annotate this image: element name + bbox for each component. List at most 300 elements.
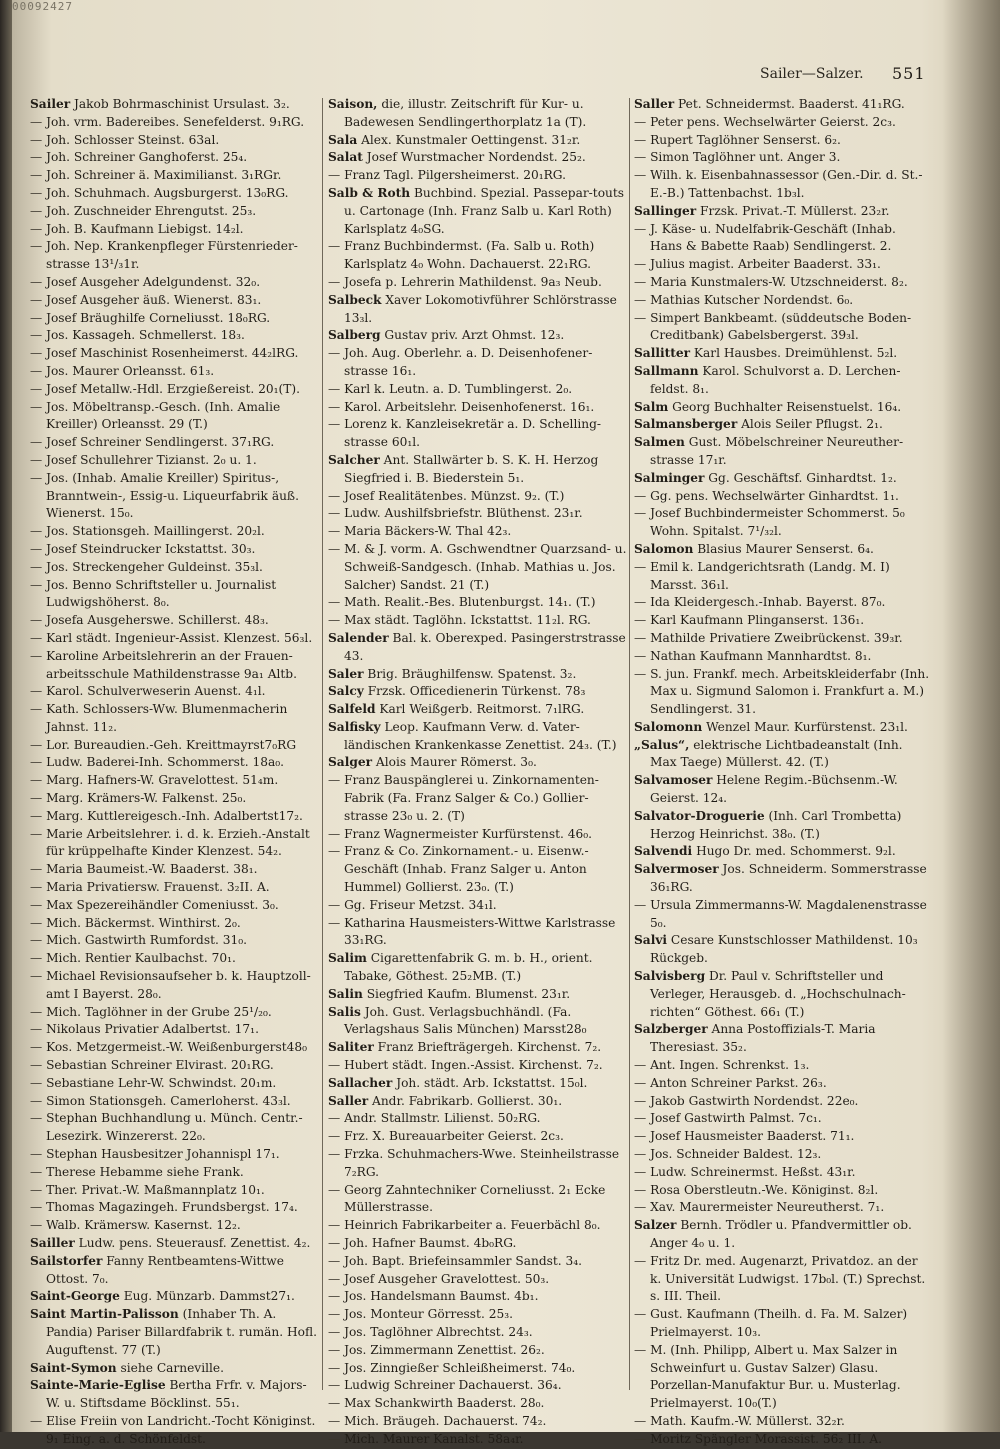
- ditto-dash: —: [328, 1324, 345, 1339]
- entry-text: Mich. Gastwirth Rumfordst. 31₀.: [46, 933, 248, 948]
- ditto-dash: —: [328, 773, 345, 788]
- entry-text: (Inhaber Th. A. Pandia) Pariser Billardfabrik t. rumän. Hofl. Auguftenst. 77 (T.): [46, 1307, 317, 1357]
- entry-text: Frzka. Schuhmachers-Wwe. Steinheilstrasse 7₂RG.: [344, 1147, 620, 1179]
- directory-entry: [30, 1110, 320, 1146]
- directory-entry: [328, 167, 628, 185]
- entry-text: Ant. Ingen. Schrenkst. 1₃.: [650, 1058, 810, 1073]
- directory-entry: [328, 1395, 628, 1413]
- ditto-dash: —: [30, 630, 47, 645]
- entry-text: Josef Schreiner Sendlingerst. 37₁RG.: [46, 435, 275, 450]
- entry-text: Andr. Fabrikarb. Gollierst. 30₁.: [372, 1093, 563, 1108]
- directory-entry: [328, 915, 628, 951]
- entry-text: Josef Schullehrer Tizianst. 2₀ u. 1.: [46, 452, 257, 467]
- ditto-dash: —: [328, 1182, 345, 1197]
- directory-entry: [30, 915, 320, 933]
- ditto-dash: —: [328, 595, 345, 610]
- entry-text: Maria Kunstmalers-W. Utzschneiderst. 8₂.: [650, 274, 908, 289]
- entry-surname: Salcy: [328, 684, 364, 699]
- entry-text: Karl städt. Ingenieur-Assist. Klenzest. 56₃l.: [46, 630, 313, 645]
- entry-text: Josef Steindrucker Ickstattst. 30₃.: [46, 541, 256, 556]
- directory-entry: [30, 381, 320, 399]
- ditto-dash: —: [30, 363, 47, 378]
- entry-text: Karl Weißgerb. Reitmorst. 7₁lRG.: [379, 702, 585, 717]
- entry-surname: Salberg: [328, 328, 381, 343]
- ditto-dash: —: [30, 310, 47, 325]
- directory-entry: [328, 541, 628, 594]
- entry-surname: Saler: [328, 666, 364, 681]
- directory-entry: [328, 292, 628, 328]
- entry-surname: Salvator-Droguerie: [634, 808, 765, 823]
- ditto-dash: —: [30, 328, 47, 343]
- entry-text: Mich. Bäckermst. Winthirst. 2₀.: [46, 915, 241, 930]
- directory-entry: [328, 897, 628, 915]
- entry-text: Emil k. Landgerichtsrath (Landg. M. I) Marsst. 36₁l.: [650, 559, 890, 592]
- entry-text: Hubert städt. Ingen.-Assist. Kirchenst. 7₂.: [344, 1058, 603, 1073]
- directory-entry: [634, 416, 930, 434]
- entry-text: Josef Buchbindermeister Schommerst. 5₀ Wohn. Spitalst. 7¹/₃₂l.: [650, 506, 905, 539]
- entry-text: Marg. Kuttlereigesch.-Inh. Adalbertst17₂.: [46, 808, 303, 823]
- directory-entry: [328, 1128, 628, 1146]
- directory-entry: [328, 1182, 628, 1218]
- directory-entry: [634, 114, 930, 132]
- directory-entry: [30, 1021, 320, 1039]
- entry-text: Ida Kleidergesch.-Inhab. Bayerst. 87₀.: [650, 595, 886, 610]
- ditto-dash: —: [634, 274, 651, 289]
- ditto-dash: —: [30, 1164, 47, 1179]
- entry-surname: Saint-George: [30, 1289, 120, 1304]
- ditto-dash: —: [328, 897, 345, 912]
- directory-entry: [30, 1306, 320, 1359]
- directory-entry: [328, 630, 628, 666]
- entry-text: Buchbind. Spezial. Passepar-touts u. Cartonage (Inh. Franz Salb u. Karl Roth) Karlsplatz 4₀SG.: [344, 185, 625, 236]
- entry-text: Jos. Taglöhner Albrechtst. 24₃.: [344, 1324, 533, 1339]
- ditto-dash: —: [30, 168, 47, 183]
- entry-surname: Salat: [328, 150, 363, 165]
- ditto-dash: —: [30, 684, 47, 699]
- entry-text: Jos. Maurer Orleansst. 61₃.: [46, 363, 215, 378]
- directory-entry: [328, 96, 628, 132]
- entry-text: Jakob Gastwirth Nordendst. 22e₀.: [650, 1093, 859, 1108]
- entry-text: Pet. Schneidermst. Baaderst. 41₁RG.: [678, 97, 905, 111]
- directory-entry: [634, 221, 930, 257]
- ditto-dash: —: [30, 559, 47, 574]
- ditto-dash: —: [634, 630, 651, 645]
- ditto-dash: —: [30, 274, 47, 289]
- directory-entry: [634, 1413, 930, 1431]
- directory-entry: [328, 826, 628, 844]
- entry-text: Josef Realitätenbes. Münzst. 9₂. (T.): [344, 488, 565, 503]
- entry-text: Josefa p. Lehrerin Mathildenst. 9a₃ Neub.: [344, 274, 602, 289]
- ditto-dash: —: [634, 257, 651, 272]
- directory-entry: [30, 1004, 320, 1022]
- entry-text: Julius magist. Arbeiter Baaderst. 33₁.: [650, 257, 881, 272]
- entry-surname: Salbeck: [328, 292, 382, 307]
- ditto-dash: —: [328, 1289, 345, 1304]
- ditto-dash: —: [30, 114, 47, 129]
- entry-surname: Salzberger: [634, 1022, 708, 1037]
- directory-entry: [634, 434, 930, 470]
- ditto-dash: —: [328, 506, 345, 521]
- directory-entry: [328, 1004, 628, 1040]
- directory-entry: [328, 1306, 628, 1324]
- directory-entry: [328, 594, 628, 612]
- ditto-dash: —: [30, 702, 47, 717]
- entry-text: Mich. Maurer Kanalst. 58a₄r.: [344, 1431, 524, 1446]
- entry-text: Jos. Handelsmann Baumst. 4b₁.: [344, 1289, 539, 1304]
- directory-entry: [30, 185, 320, 203]
- entry-text: Lor. Bureaudien.-Geh. Kreittmayrst7₀RG: [46, 737, 297, 752]
- entry-surname: Salvendi: [634, 844, 693, 859]
- directory-entry: [30, 1164, 320, 1182]
- directory-entry: [634, 203, 930, 221]
- entry-text: Heinrich Fabrikarbeiter a. Feuerbächl 8₀.: [344, 1218, 601, 1233]
- ditto-dash: —: [634, 1129, 651, 1144]
- entry-text: Ther. Privat.-W. Maßmannplatz 10₁.: [46, 1182, 265, 1197]
- entry-text: Joh. Schuhmach. Augsburgerst. 13₀RG.: [46, 185, 289, 200]
- ditto-dash: —: [634, 1058, 651, 1073]
- entry-text: M. (Inh. Philipp, Albert u. Max Salzer in Schweinfurt u. Gustav Salzer) Glasu. Porzellan-Manufaktur Bur. u. Musterlag. Prielmayerst. 10₀(T.): [650, 1342, 901, 1411]
- ditto-dash: —: [328, 1253, 345, 1268]
- directory-entry: [328, 381, 628, 399]
- entry-surname: Salm: [634, 399, 669, 414]
- directory-entry: [30, 897, 320, 915]
- entry-text: Gg. Geschäftsf. Ginhardtst. 1₂.: [708, 470, 897, 485]
- directory-entry: [30, 1253, 320, 1289]
- entry-text: Georg Buchhalter Reisenstuelst. 16₄.: [672, 399, 902, 414]
- entry-text: M. & J. vorm. A. Gschwendtner Quarzsand- u. Schweiß-Sandgesch. (Inhab. Mathias u. Jos. Salcher) Sandst. 21 (T.): [344, 541, 627, 592]
- directory-entry: [328, 416, 628, 452]
- ditto-dash: —: [30, 1200, 47, 1215]
- entry-surname: Sailstorfer: [30, 1253, 103, 1268]
- entry-text: Ludw. Schreinermst. Heßst. 43₁r.: [650, 1164, 856, 1179]
- directory-entry: [30, 399, 320, 435]
- directory-entry: [634, 1253, 930, 1306]
- ditto-dash: —: [30, 1058, 47, 1073]
- entry-text: Ursula Zimmermanns-W. Magdalenenstrasse 5₀.: [650, 897, 927, 930]
- directory-entry: [634, 345, 930, 363]
- entry-text: Joh. B. Kaufmann Liebigst. 14₂l.: [46, 221, 244, 236]
- entry-text: Mich. Bräugeh. Dachauerst. 74₂.: [344, 1413, 547, 1428]
- entry-surname: Salfeld: [328, 702, 376, 717]
- directory-entry: [30, 541, 320, 559]
- directory-entry: [30, 274, 320, 292]
- entry-text: Jos. Stationsgeh. Maillingerst. 20₂l.: [46, 524, 265, 539]
- entry-text: Wenzel Maur. Kurfürstenst. 23₁l.: [706, 719, 908, 734]
- ditto-dash: —: [328, 1342, 345, 1357]
- entry-text: Georg Zahntechniker Corneliusst. 2₁ Ecke Müllerstrasse.: [344, 1182, 606, 1215]
- entry-text: Kath. Schlossers-Ww. Blumenmacherin Jahnst. 11₂.: [46, 702, 288, 734]
- entry-text: Sebastian Schreiner Elvirast. 20₁RG.: [46, 1058, 274, 1073]
- ditto-dash: —: [634, 559, 651, 574]
- ditto-dash: —: [30, 808, 47, 823]
- entry-text: Alois Maurer Römerst. 3₀.: [375, 755, 537, 770]
- ditto-dash: —: [30, 132, 47, 147]
- ditto-dash: —: [634, 1075, 651, 1090]
- entry-text: Josef Maschinist Rosenheimerst. 44₂lRG.: [46, 346, 299, 361]
- entry-text: Peter pens. Wechselwärter Geierst. 2c₃.: [650, 114, 896, 129]
- ditto-dash: —: [30, 933, 47, 948]
- entry-text: Rupert Taglöhner Senserst. 6₂.: [650, 132, 841, 147]
- entry-surname: Salmansberger: [634, 417, 738, 432]
- entry-text: Maria Baumeist.-W. Baaderst. 38₁.: [46, 862, 258, 877]
- ditto-dash: —: [328, 168, 345, 183]
- entry-surname: Saller: [328, 1093, 369, 1108]
- ditto-dash: —: [30, 435, 47, 450]
- ditto-dash: —: [328, 1378, 345, 1393]
- ditto-dash: —: [328, 1147, 345, 1162]
- entry-surname: „Salus“,: [634, 737, 690, 752]
- ditto-dash: —: [634, 897, 651, 912]
- entry-text: Marie Arbeitslehrer. i. d. k. Erzieh.-Anstalt für krüppelhafte Kinder Klenzest. 54₂.: [46, 826, 310, 859]
- directory-entry: [328, 1057, 628, 1075]
- entry-text: elektrische Lichtbadeanstalt (Inh. Max Taege) Müllerst. 42. (T.): [650, 737, 903, 770]
- ditto-dash: —: [30, 897, 47, 912]
- directory-entry: [634, 1164, 930, 1182]
- entry-surname: Salvi: [634, 933, 668, 948]
- entry-text: Ludw. Baderei-Inh. Schommerst. 18a₀.: [46, 755, 285, 770]
- directory-entry: [328, 754, 628, 772]
- entry-text: Frzsk. Officedienerin Türkenst. 78₃: [367, 684, 586, 699]
- entry-surname: Salfisky: [328, 719, 381, 734]
- entry-text: Max Schankwirth Baaderst. 28₀.: [344, 1396, 545, 1411]
- ditto-dash: —: [30, 577, 47, 592]
- entry-text: Frz. X. Bureauarbeiter Geierst. 2c₃.: [344, 1129, 564, 1144]
- entry-text: Joh. Schreiner Ganghoferst. 25₄.: [46, 150, 248, 165]
- entry-text: Maria Bäckers-W. Thal 42₃.: [344, 524, 512, 539]
- ditto-dash: —: [634, 1253, 651, 1268]
- directory-entry: [634, 1146, 930, 1164]
- directory-entry: [634, 932, 930, 968]
- entry-text: Jakob Bohrmaschinist Ursulast. 3₂.: [74, 97, 290, 111]
- entry-text: die, illustr. Zeitschrift für Kur- u. Badewesen Sendlingerthorplatz 1a (T).: [344, 97, 587, 129]
- entry-surname: Salcher: [328, 452, 380, 467]
- ditto-dash: —: [328, 1271, 345, 1286]
- entry-surname: Saison,: [328, 97, 378, 111]
- directory-entry: [328, 986, 628, 1004]
- entry-text: Franz & Co. Zinkornament.- u. Eisenw.Geschäft (Inhab. Franz Salger u. Anton Hummel) Gollierst. 23₀. (T.): [344, 844, 589, 895]
- entry-text: Therese Hebamme siehe Frank.: [46, 1164, 244, 1179]
- directory-entry: [634, 612, 930, 630]
- directory-entry: [634, 1431, 930, 1449]
- directory-entry: [30, 132, 320, 150]
- entry-text: Gust. Möbelschreiner Neureutherstrasse 17₁r.: [650, 435, 904, 467]
- entry-surname: Salminger: [634, 470, 705, 485]
- ditto-dash: —: [30, 292, 47, 307]
- entry-text: Jos. Möbeltransp.-Gesch. (Inh. Amalie Kreiller) Orleansst. 29 (T.): [46, 399, 281, 432]
- ditto-dash: —: [30, 1147, 47, 1162]
- ditto-dash: —: [634, 1342, 651, 1357]
- entry-surname: Salger: [328, 755, 373, 770]
- ditto-dash: —: [30, 381, 47, 396]
- entry-text: Gustav priv. Arzt Ohmst. 12₃.: [384, 328, 565, 343]
- entry-text: Andr. Stallmstr. Lilienst. 50₂RG.: [344, 1111, 541, 1126]
- entry-text: J. Käse- u. Nudelfabrik-Geschäft (Inhab. Hans & Babette Raab) Sendlingerst. 2.: [650, 221, 896, 254]
- ditto-dash: —: [634, 150, 651, 165]
- directory-entry: [30, 203, 320, 221]
- directory-entry: [30, 470, 320, 523]
- entry-text: Marg. Krämers-W. Falkenst. 25₀.: [46, 791, 247, 806]
- directory-entry: [634, 1128, 930, 1146]
- ditto-dash: —: [30, 1182, 47, 1197]
- entry-text: Elise Freiin von Landricht.-Tocht Königinst. 9₁ Eing. a. d. Schönfeldst.: [46, 1413, 316, 1446]
- directory-entry: [30, 523, 320, 541]
- directory-entry: [634, 897, 930, 933]
- entry-text: Jos. Kassageh. Schmellerst. 18₃.: [46, 328, 245, 343]
- entry-text: Stephan Buchhandlung u. Münch. Centr.-Lesezirk. Winzererst. 22₀.: [46, 1111, 303, 1144]
- ditto-dash: —: [634, 648, 651, 663]
- page-fore-edge: [942, 0, 1000, 1432]
- entry-text: Marg. Hafners-W. Gravelottest. 51₄m.: [46, 773, 279, 788]
- directory-entry: [634, 310, 930, 346]
- ditto-dash: —: [328, 1360, 345, 1375]
- directory-entry: [30, 701, 320, 737]
- ditto-dash: —: [30, 969, 47, 984]
- entry-text: Nathan Kaufmann Mannhardtst. 8₁.: [650, 648, 872, 663]
- directory-entry: [328, 1271, 628, 1289]
- ditto-dash: —: [30, 185, 47, 200]
- directory-entry: [328, 488, 628, 506]
- ditto-dash: —: [634, 292, 651, 307]
- entry-text: Karl Kaufmann Plinganserst. 136₁.: [650, 613, 865, 628]
- entry-text: Jos. (Inhab. Amalie Kreiller) Spiritus-, Branntwein-, Essig-u. Liqueurfabrik äuß. Wienerst. 15₀.: [46, 470, 299, 521]
- directory-entry: [634, 843, 930, 861]
- ditto-dash: —: [634, 1431, 651, 1446]
- entry-text: siehe Carneville.: [120, 1360, 224, 1375]
- directory-entry: [328, 1342, 628, 1360]
- directory-entry: [30, 1039, 320, 1057]
- ditto-dash: —: [328, 1413, 345, 1428]
- entry-surname: Salim: [328, 951, 367, 966]
- directory-entry: [328, 238, 628, 274]
- entry-text: Josef Wurstmacher Nordendst. 25₂.: [366, 150, 586, 165]
- directory-entry: [328, 701, 628, 719]
- entry-text: Eug. Münzarb. Dammst27₁.: [123, 1289, 295, 1304]
- directory-entry: [634, 470, 930, 488]
- ditto-dash: —: [30, 826, 47, 841]
- entry-text: Xav. Maurermeister Neureutherst. 7₁.: [650, 1200, 885, 1215]
- entry-text: Josef Ausgeher Gravelottest. 50₃.: [344, 1271, 550, 1286]
- entry-text: Rosa Oberstleutn.-We. Königinst. 8₂l.: [650, 1182, 879, 1197]
- column-3: [634, 96, 930, 1446]
- entry-text: Ant. Stallwärter b. S. K. H. Herzog Siegfried i. B. Biederstein 5₁.: [344, 452, 599, 485]
- directory-entry: [328, 1431, 628, 1449]
- entry-surname: Saint Martin-Palisson: [30, 1307, 179, 1322]
- entry-text: Maria Privatiersw. Frauenst. 3₂II. A.: [46, 880, 270, 895]
- column-divider: [322, 98, 323, 1390]
- ditto-dash: —: [634, 168, 651, 183]
- directory-entry: [30, 737, 320, 755]
- entry-surname: Sainte-Marie-Eglise: [30, 1378, 166, 1393]
- entry-surname: Saller: [634, 97, 675, 111]
- ditto-dash: —: [30, 951, 47, 966]
- directory-entry: [30, 363, 320, 381]
- directory-entry: [634, 559, 930, 595]
- directory-entry: [634, 149, 930, 167]
- ditto-dash: —: [30, 791, 47, 806]
- entry-text: Cigarettenfabrik G. m. b. H., orient. Tabake, Göthest. 25₂MB. (T.): [344, 951, 593, 984]
- entry-text: Karol. Schulvorst a. D. Lerchenfeldst. 8₁.: [650, 363, 901, 396]
- entry-text: Blasius Maurer Senserst. 6₄.: [697, 541, 874, 556]
- ditto-dash: —: [30, 862, 47, 877]
- entry-text: Thomas Magazingeh. Frundsbergst. 17₄.: [46, 1200, 298, 1215]
- directory-entry: [328, 772, 628, 825]
- directory-entry: [634, 1199, 930, 1217]
- entry-text: Joh. Gust. Verlagsbuchhändl. (Fa. Verlagshaus Salis München) Marsst28₀: [344, 1004, 587, 1037]
- entry-text: Stephan Hausbesitzer Johannispl 17₁.: [46, 1147, 280, 1162]
- directory-page: [12, 0, 1000, 1446]
- directory-entry: [328, 683, 628, 701]
- ditto-dash: —: [634, 1413, 651, 1428]
- directory-entry: [328, 666, 628, 684]
- directory-entry: [634, 132, 930, 150]
- ditto-dash: —: [328, 844, 345, 859]
- ditto-dash: —: [328, 239, 345, 254]
- entry-text: Wilh. k. Eisenbahnassessor (Gen.-Dir. d. St.-E.-B.) Tattenbachst. 1b₃l.: [650, 168, 923, 200]
- entry-text: Karoline Arbeitslehrerin an der Frauenarbeitsschule Mathildenstrasse 9a₁ Altb.: [46, 648, 297, 681]
- entry-text: Mich. Taglöhner in der Grube 25¹/₂₀.: [46, 1004, 272, 1019]
- directory-entry: [328, 1253, 628, 1271]
- ditto-dash: —: [30, 524, 47, 539]
- ditto-dash: —: [634, 488, 651, 503]
- ditto-dash: —: [30, 1093, 47, 1108]
- entry-text: Josef Ausgeher äuß. Wienerst. 83₁.: [46, 292, 262, 307]
- entry-surname: Sailler: [30, 1236, 75, 1250]
- directory-entry: [634, 968, 930, 1021]
- entry-text: Ludwig Schreiner Dachauerst. 36₄.: [344, 1378, 562, 1393]
- directory-entry: [30, 772, 320, 790]
- directory-entry: [634, 167, 930, 203]
- ditto-dash: —: [30, 150, 47, 165]
- directory-entry: [30, 754, 320, 772]
- entry-text: Josefa Ausgeherswe. Schillerst. 48₃.: [46, 613, 269, 628]
- directory-entry: [328, 1039, 628, 1057]
- directory-entry: [30, 1413, 320, 1449]
- directory-entry: [328, 719, 628, 755]
- ditto-dash: —: [634, 1182, 651, 1197]
- ditto-dash: —: [634, 132, 651, 147]
- entry-text: Joh. Bapt. Briefeinsammler Sandst. 3₄.: [344, 1253, 583, 1268]
- ditto-dash: —: [328, 1431, 345, 1446]
- page-number: 551: [892, 64, 926, 83]
- directory-entry: [30, 1075, 320, 1093]
- entry-text: Josef Metallw.-Hdl. Erzgießereist. 20₁(T).: [46, 381, 300, 396]
- entry-text: Joh. vrm. Badereibes. Senefelderst. 9₁RG.: [46, 114, 305, 129]
- entry-text: Math. Kaufm.-W. Müllerst. 32₂r.: [650, 1413, 845, 1428]
- directory-entry: [30, 1199, 320, 1217]
- directory-entry: [328, 345, 628, 381]
- entry-surname: Sallacher: [328, 1075, 393, 1090]
- ditto-dash: —: [634, 1200, 651, 1215]
- ditto-dash: —: [328, 1111, 345, 1126]
- directory-entry: [30, 1146, 320, 1164]
- entry-text: (Inh. Carl Trombetta) Herzog Heinrichst. 38₀. (T.): [650, 808, 902, 841]
- ditto-dash: —: [30, 880, 47, 895]
- directory-entry: [30, 808, 320, 826]
- directory-entry: [30, 879, 320, 897]
- entry-text: Franz Briefträgergeh. Kirchenst. 7₂.: [377, 1040, 602, 1055]
- directory-entry: [30, 1288, 320, 1306]
- directory-entry: [328, 185, 628, 238]
- entry-text: Jos. Zinngießer Schleißheimerst. 74₀.: [344, 1360, 576, 1375]
- binding-edge: [0, 0, 12, 1432]
- entry-text: Nikolaus Privatier Adalbertst. 17₁.: [46, 1022, 259, 1037]
- directory-entry: [634, 648, 930, 666]
- ditto-dash: —: [30, 755, 47, 770]
- entry-surname: Sallmann: [634, 363, 699, 378]
- ditto-dash: —: [634, 506, 651, 521]
- directory-entry: [30, 327, 320, 345]
- directory-entry: [328, 1075, 628, 1093]
